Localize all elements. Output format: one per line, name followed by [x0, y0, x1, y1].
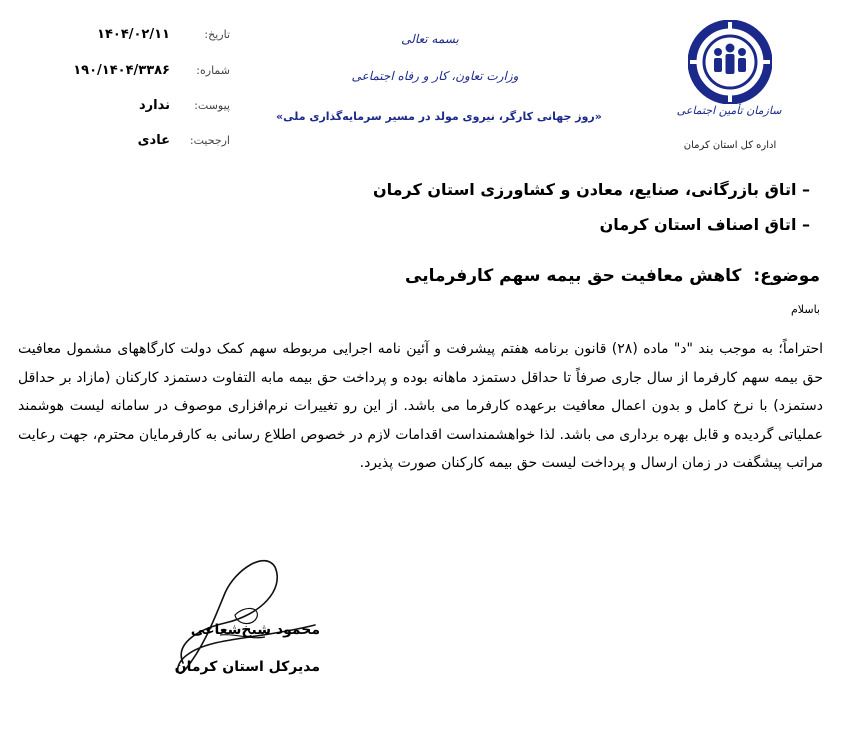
recipient-line: – اتاق بازرگانی، صنایع، معادن و کشاورزی استان کرمان	[372, 180, 810, 199]
bismillah-heading: بسمه تعالی	[401, 32, 459, 46]
date-label: تاریخ:	[204, 28, 230, 41]
recipient-line: – اتاق اصناف استان کرمان	[599, 215, 810, 234]
letter-number-label: شماره:	[196, 64, 230, 77]
ministry-name: وزارت تعاون، کار و رفاه اجتماعی	[351, 69, 519, 83]
signer-name: محمود شیخ‌شعاعی	[190, 622, 320, 638]
greeting: باسلام	[790, 303, 820, 316]
social-security-logo	[688, 20, 772, 104]
date-value: ۱۴۰۴/۰۲/۱۱	[97, 27, 170, 42]
subject-line	[360, 266, 820, 286]
attachment-value: ندارد	[138, 98, 170, 113]
subject-text: کاهش معافیت حق بیمه سهم کارفرمایی	[405, 266, 742, 286]
subject-label: موضوع:	[753, 266, 820, 286]
year-slogan: «روز جهانی کارگر، نیروی مولد در مسیر سرمایه‌گذاری ملی»	[276, 110, 602, 123]
signer-title: مدیرکل استان کرمان	[174, 659, 320, 675]
priority-label: ارجحیت:	[189, 134, 230, 147]
organization-name: سازمان تأمین اجتماعی	[676, 104, 782, 117]
letter-body: احتراماً؛ به موجب بند "د" ماده (۲۸) قانون برنامه هفتم پیشرفت و آئین نامه اجرایی مربوطه سهم کمک دولت کارگاههای مشمول معافیت حق بیمه سهم کارفرما از سال جاری صرفاً تا حداقل دستمزد ماهانه بوده و پرداخت حق بیمه مابه التفاوت دستمزد کارکنان (مازاد بر حداقل دستمزد) با نرخ کامل و بدون اعمال معافیت برعهده کارفرما می باشد. از این رو تغییرات نرم‌افزاری موصوف در سامانه لیست هوشمند عملیاتی گردیده و قابل بهره برداری می باشد. لذا خواهشمنداست اقدامات لازم در خصوص اطلاع رسانی به کارفرمایان محترم، جهت رعایت مراتب پیشگفت در زمان ارسال و پرداخت لیست حق بیمه کارکنان صورت پذیرد.	[18, 341, 824, 472]
office-name: اداره کل استان کرمان	[683, 140, 777, 151]
letter-number-value: ۱۹۰/۱۴۰۴/۳۳۸۶	[73, 63, 170, 78]
attachment-label: پیوست:	[194, 99, 230, 112]
priority-value: عادی	[137, 133, 170, 148]
